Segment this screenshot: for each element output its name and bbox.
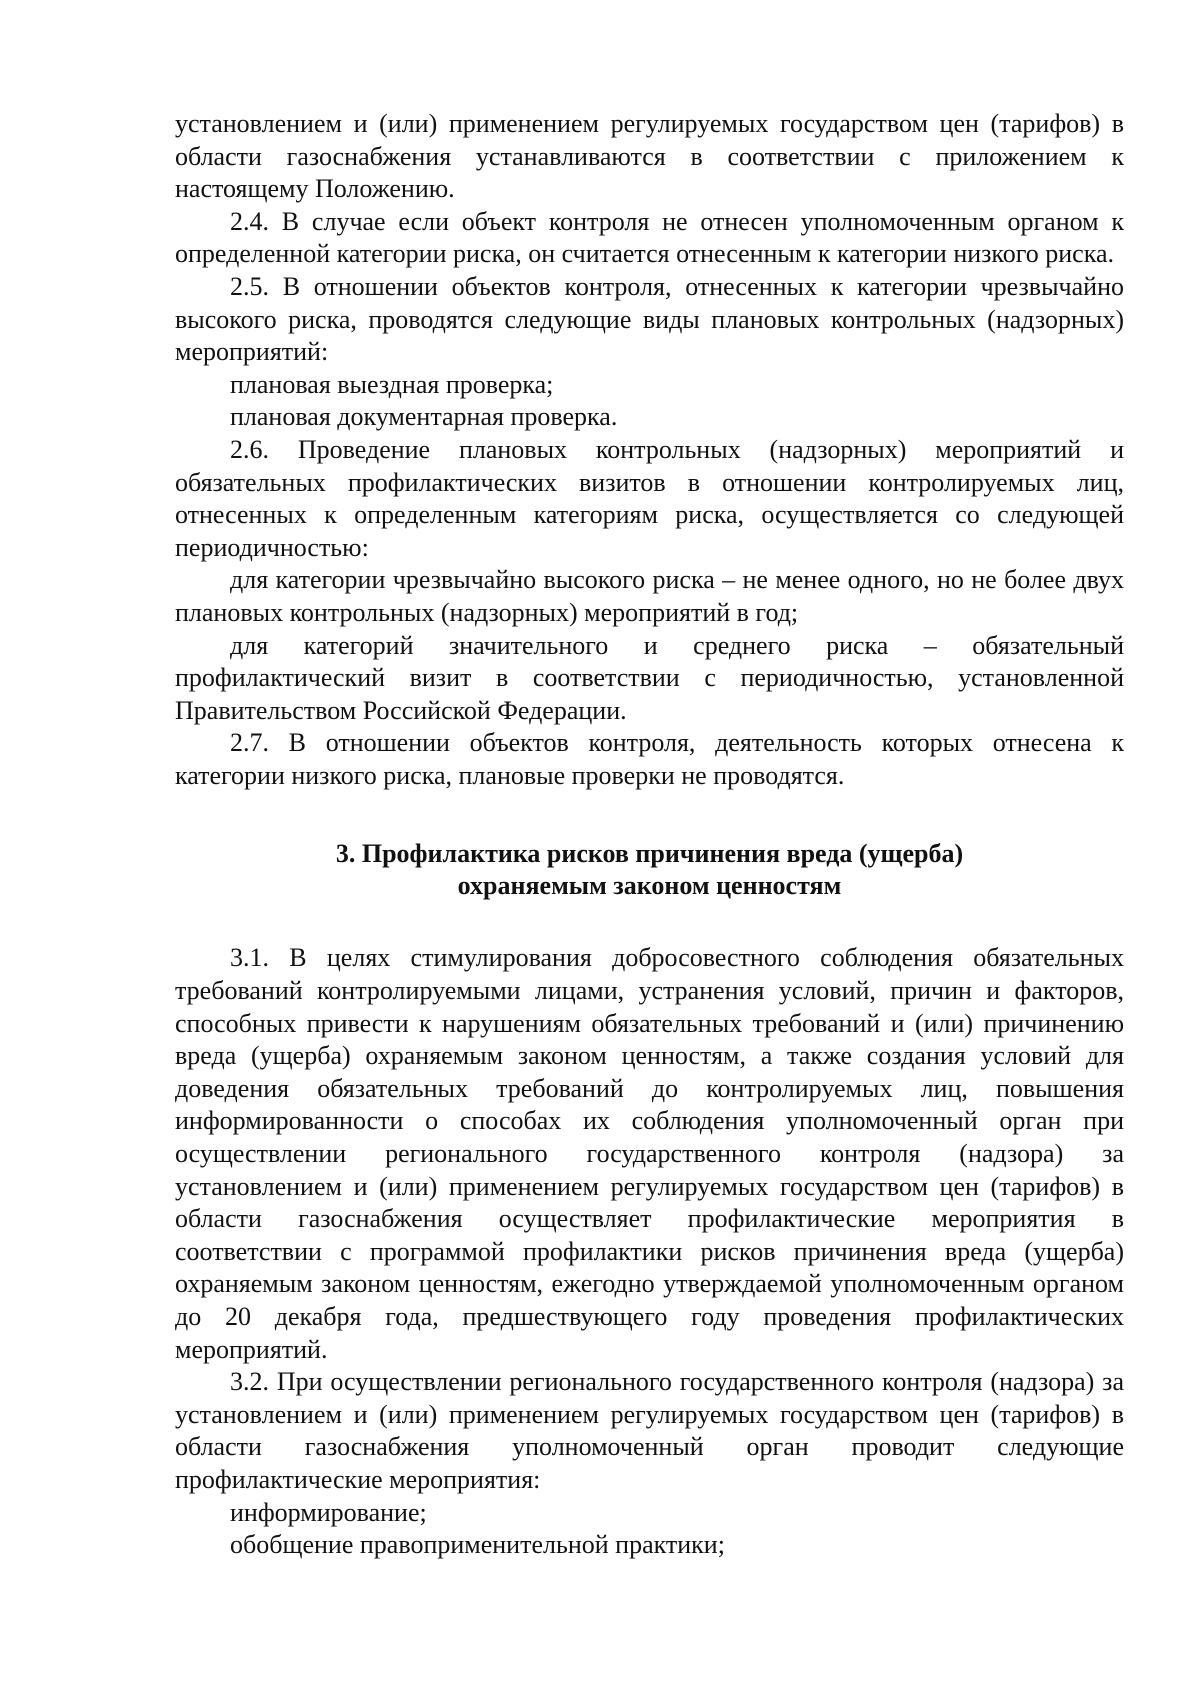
section-heading-line: 3. Профилактика рисков причинения вреда (ущерба) <box>335 839 964 869</box>
paragraph-2-6: 2.6. Проведение плановых контрольных (надзорных) мероприятий и обязательных профилактических визитов в отношении контролируемых лиц, отнесенных к определенным категориям риска, осуществляется со следующей периодичностью: <box>175 434 1124 562</box>
paragraph: установлением и (или) применением регулируемых государством цен (тарифов) в области газоснабжения устанавливаются в соответствии с приложением к настоящему Положению. <box>175 109 1124 204</box>
paragraph-3-2: 3.2. При осуществлении регионального государственного контроля (надзора) за установлением и (или) применением регулируемых государством цен (тарифов) в области газоснабжения уполномоченный орган проводит следующие профилактические мероприятия: <box>175 1367 1124 1494</box>
document-page <box>175 108 1124 1562</box>
paragraph-2-4: 2.4. В случае если объект контроля не отнесен уполномоченным органом к определенной категории риска, он считается отнесенным к категории низкого риска. <box>175 206 1124 269</box>
paragraphs-after <box>175 942 1124 1561</box>
list-item: обобщение правоприменительной практики; <box>230 1530 725 1560</box>
list-item: информирование; <box>230 1497 427 1527</box>
paragraph-3-1: 3.1. В целях стимулирования добросовестного соблюдения обязательных требований контролируемыми лицами, устранения условий, причин и факторов, способных привести к нарушениям обязательных требований и (или) причинению вреда (ущерба) охраняемым законом ценностям, а также создания условий для доведения обязательных требований до контролируемых лиц, повышения информированности о способах их соблюдения уполномоченный орган при осуществлении регионального государственного контроля (надзора) за установлением и (или) применением регулируемых государством цен (тарифов) в области газоснабжения осуществляет профилактические мероприятия в соответствии с программой профилактики рисков причинения вреда (ущерба) охраняемым законом ценностям, ежегодно утверждаемой уполномоченным органом до 20 декабря года, предшествующего году проведения профилактических мероприятий. <box>175 943 1124 1364</box>
list-item: плановая выездная проверка; <box>230 369 554 399</box>
paragraph-2-5: 2.5. В отношении объектов контроля, отнесенных к категории чрезвычайно высокого риска, проводятся следующие виды плановых контрольных (надзорных) мероприятий: <box>175 271 1124 367</box>
list-item: для категорий значительного и среднего риска – обязательный профилактический визит в соответствии с периодичностью, установленной Правительством Российской Федерации. <box>175 630 1124 725</box>
paragraphs-before <box>175 108 1124 792</box>
list-item: плановая документарная проверка. <box>230 402 618 432</box>
section-heading <box>175 838 1124 902</box>
list-item: для категории чрезвычайно высокого риска – не менее одного, но не более двух плановых контрольных (надзорных) мероприятий в год; <box>175 565 1124 627</box>
paragraph-2-7: 2.7. В отношении объектов контроля, деятельность которых отнесена к категории низкого риска, плановые проверки не проводятся. <box>175 728 1124 790</box>
section-heading-line: охраняемым законом ценностям <box>457 871 842 901</box>
